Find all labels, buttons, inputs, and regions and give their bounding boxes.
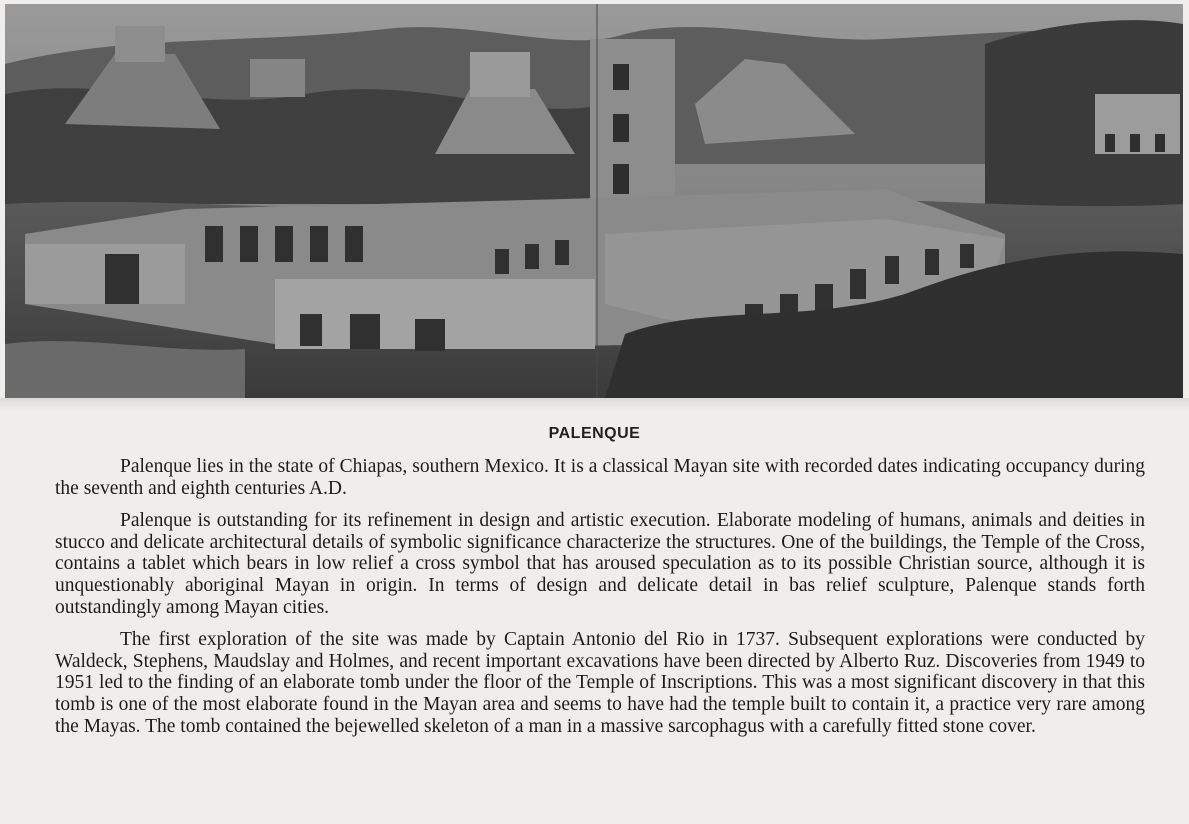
tower-window xyxy=(613,164,629,194)
palace-tower xyxy=(590,39,675,214)
temple-door xyxy=(1105,134,1115,152)
tower-window xyxy=(613,64,629,90)
paragraph-exploration: The first exploration of the site was made by Captain Antonio del Rio in 1737. Subsequent explorations were conducted by Waldeck, Stephens, Maudslay and Holmes, and recent important excavations have been directed by Alberto Ruz. Discoveries from 1949 to 1951 led to the finding of an elaborate tomb under the floor of the Temple of Inscriptions. This was a most significant discovery in that this tomb is one of the most elaborate found in the Mayan area and seems to have had the temple built to contain it, a practice very rare among the Mayas. The tomb contained the bejewelled skeleton of a man in a massive sarcophagus with a carefully fitted stone cover. xyxy=(55,629,1145,737)
temple-door xyxy=(1130,134,1140,152)
temple-top-left xyxy=(115,26,165,62)
ruins-illustration xyxy=(5,4,1183,398)
tower-window xyxy=(613,114,629,142)
page-title: PALENQUE xyxy=(548,425,641,442)
temple-door xyxy=(1155,134,1165,152)
small-temple xyxy=(250,59,305,97)
paragraph-design: Palenque is outstanding for its refinement in design and artistic execution. Elaborate modeling of humans, animals and deities in stucco and delicate architectural details of symbolic significance characterize the structures. One of the buildings, the Temple of the Cross, contains a tablet which bears in low relief a cross symbol that has aroused speculation as to its possible Christian source, although it is unquestionably aboriginal Mayan in origin. In terms of design and delicate detail in bas relief sculpture, Palenque stands forth outstandingly among Mayan cities. xyxy=(55,510,1145,618)
ruins-drawing xyxy=(5,4,1183,398)
plate-edge xyxy=(0,398,1189,410)
article-body xyxy=(55,456,1145,748)
temple-top-middle xyxy=(470,52,530,97)
paragraph-location: Palenque lies in the state of Chiapas, southern Mexico. It is a classical Mayan site with recorded dates indicating occupancy during the seventh and eighth centuries A.D. xyxy=(55,456,1145,499)
